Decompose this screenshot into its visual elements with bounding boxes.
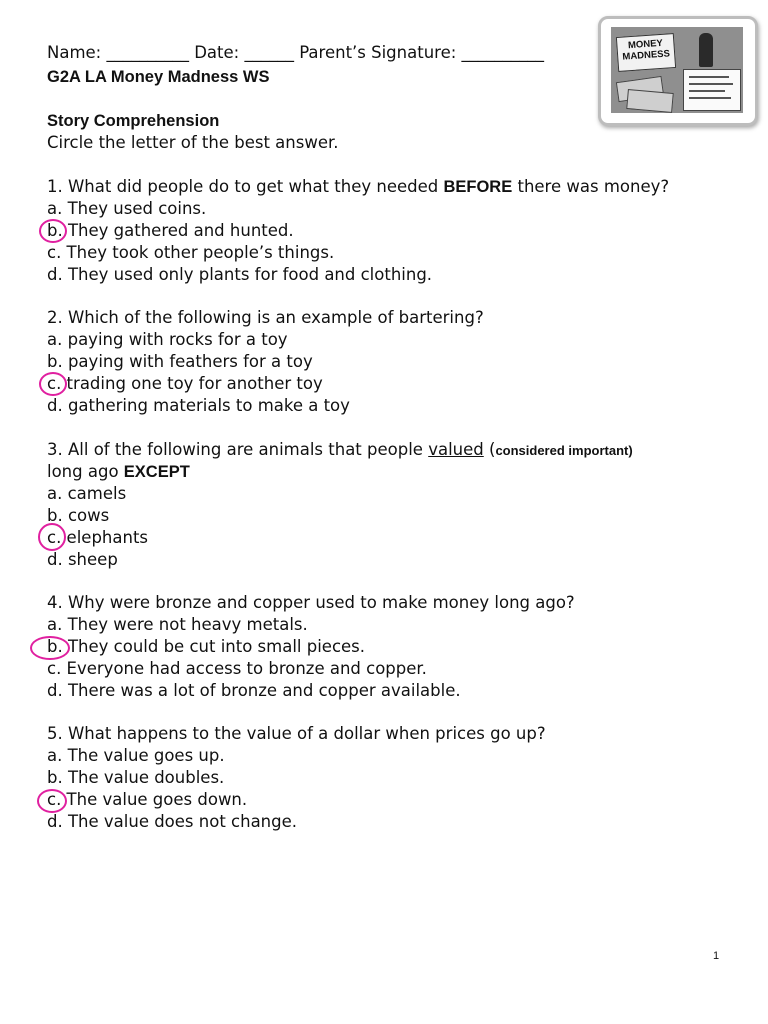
instruction-text: Circle the letter of the best answer.: [47, 133, 339, 152]
answer-circle-q2: [39, 372, 67, 396]
question-2-option-a: a. paying with rocks for a toy: [47, 330, 288, 349]
cover-text-card: [683, 69, 741, 111]
question-1-option-d: d. They used only plants for food and clothing.: [47, 265, 433, 284]
question-4-option-b: b. They could be cut into small pieces.: [47, 637, 366, 656]
question-5-option-b: b. The value doubles.: [47, 768, 225, 787]
question-4-option-d: d. There was a lot of bronze and copper available.: [47, 681, 461, 700]
question-5-option-c: c. The value goes down.: [47, 790, 248, 809]
cover-title-line2: MADNESS: [622, 48, 671, 63]
section-heading: Story Comprehension: [47, 112, 220, 130]
answer-circle-q4: [30, 636, 70, 660]
book-cover-image: [598, 16, 758, 126]
question-5-option-d: d. The value does not change.: [47, 812, 298, 831]
question-3-option-b: b. cows: [47, 506, 110, 525]
question-5-stem: 5. What happens to the value of a dollar when prices go up?: [47, 724, 546, 743]
question-4-option-a: a. They were not heavy metals.: [47, 615, 308, 634]
answer-circle-q5: [37, 789, 67, 813]
worksheet-title: G2A LA Money Madness WS: [47, 68, 270, 86]
page-number: 1: [713, 950, 720, 962]
question-2-option-d: d. gathering materials to make a toy: [47, 396, 350, 415]
answer-circle-q3: [38, 523, 66, 551]
name-date-signature-line: Name: __________ Date: ______ Parent’s Signature: __________: [47, 43, 545, 62]
question-2-stem: 2. Which of the following is an example of bartering?: [47, 308, 484, 327]
question-2-option-b: b. paying with feathers for a toy: [47, 352, 313, 371]
question-3-stem-line-2: long ago EXCEPT: [47, 462, 190, 481]
question-3-option-d: d. sheep: [47, 550, 118, 569]
question-5-option-a: a. The value goes up.: [47, 746, 225, 765]
question-1-option-c: c. They took other people’s things.: [47, 243, 335, 262]
question-4-stem: 4. Why were bronze and copper used to make money long ago?: [47, 593, 575, 612]
cover-title-line1: MONEY: [627, 37, 664, 52]
question-2-option-c: c. trading one toy for another toy: [47, 374, 323, 393]
question-3-option-a: a. camels: [47, 484, 127, 503]
cover-figure: [699, 33, 713, 67]
answer-circle-q1: [39, 219, 67, 243]
question-4-option-c: c. Everyone had access to bronze and copper.: [47, 659, 427, 678]
cover-dollar-bill: [626, 89, 674, 113]
question-3-option-c: c. elephants: [47, 528, 149, 547]
cover-title: [616, 33, 676, 72]
cover-illustration: [611, 27, 743, 113]
question-1-option-b: b. They gathered and hunted.: [47, 221, 294, 240]
question-1-stem: 1. What did people do to get what they needed BEFORE there was money?: [47, 177, 670, 196]
question-1-option-a: a. They used coins.: [47, 199, 207, 218]
question-3-stem: 3. All of the following are animals that people valued (considered important): [47, 440, 633, 459]
